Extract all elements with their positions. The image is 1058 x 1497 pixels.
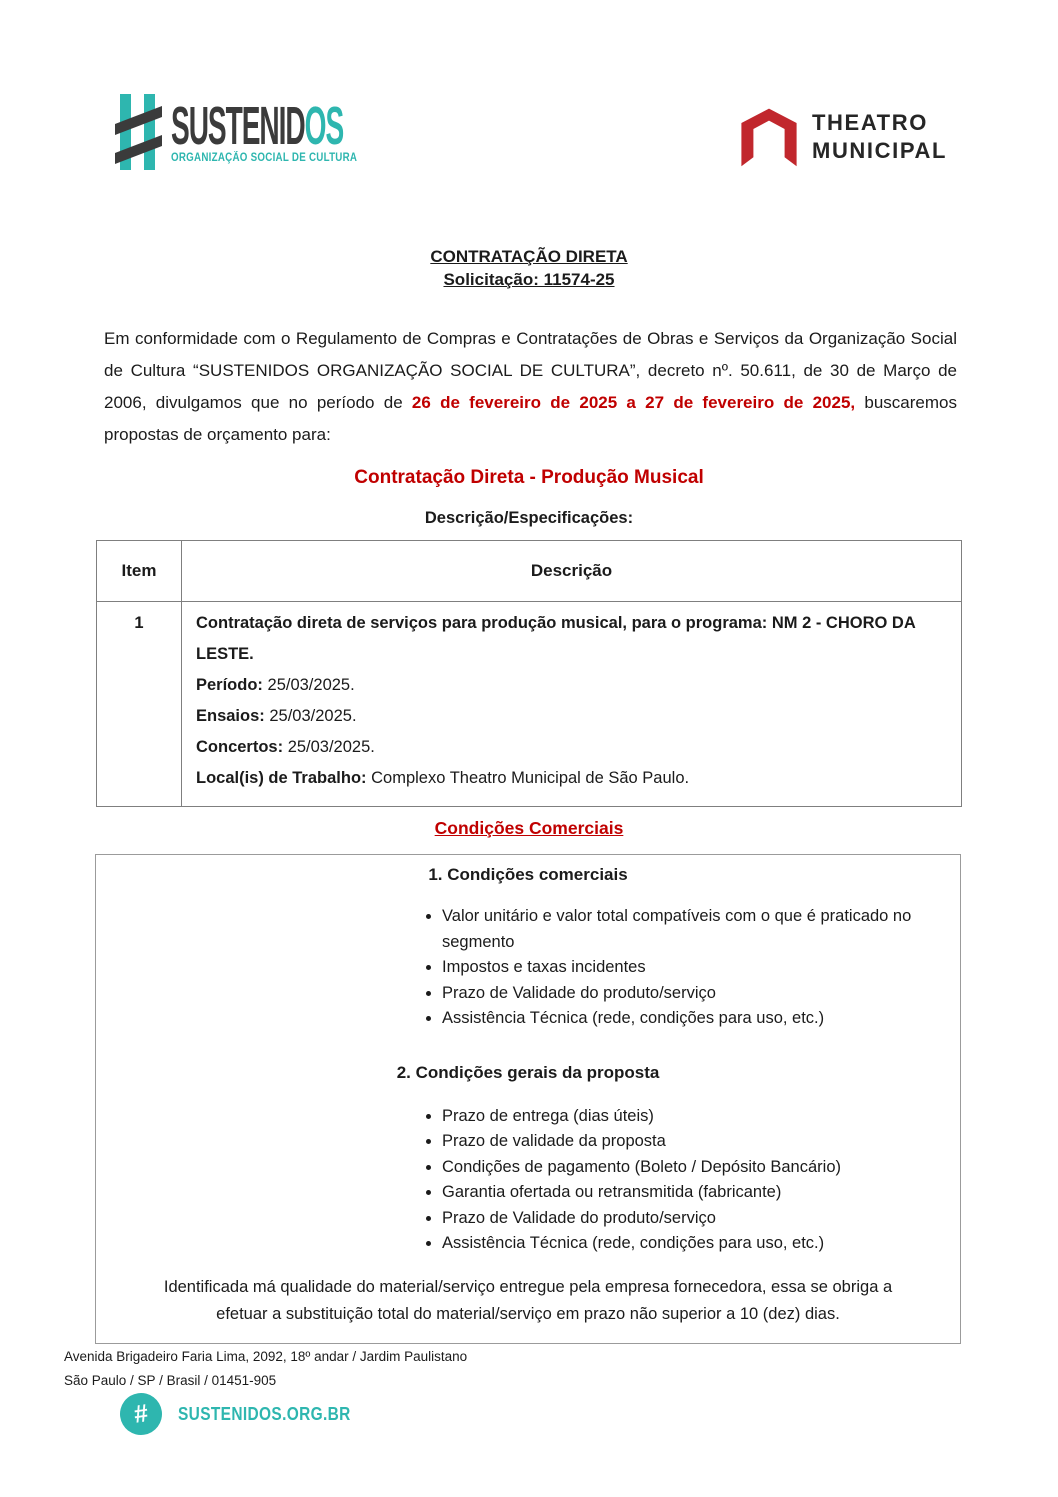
list-item: • Prazo de Validade do produto/serviço [442, 981, 956, 1007]
spec-table [96, 540, 962, 807]
section-title: Contratação Direta - Produção Musical [354, 467, 704, 488]
spec-table-header-descricao: Descrição [182, 541, 962, 602]
list-item: • Prazo de Validade do produto/serviço [442, 1206, 956, 1232]
document-title-line1: CONTRATAÇÃO DIRETA [430, 247, 628, 266]
list-item: • Garantia ofertada ou retransmitida (fabricante) [442, 1180, 956, 1206]
footer-site-text: SUSTENIDOS.ORG.BR [178, 1403, 351, 1424]
spec-item-number: 1 [97, 602, 182, 807]
spec-detail-local: Local(is) de Trabalho: Complexo Theatro Municipal de São Paulo. [196, 769, 690, 787]
sustenidos-logo-tagline: ORGANIZAÇÃO SOCIAL DE CULTURA [171, 152, 358, 164]
spec-detail-concertos: Concertos: 25/03/2025. [196, 738, 375, 756]
spec-detail-ensaios: Ensaios: 25/03/2025. [196, 707, 357, 725]
sustenidos-logo [115, 93, 502, 171]
conditions-title: Condições Comerciais [434, 818, 624, 838]
footer-brand [120, 1393, 379, 1435]
theatro-logo-wordmark: THEATRO MUNICIPAL [812, 110, 947, 163]
theatro-municipal-logo [739, 106, 947, 170]
document-title [0, 245, 1058, 291]
spec-label: Descrição/Especificações: [424, 509, 634, 527]
list-item: • Assistência Técnica (rede, condições para uso, etc.) [442, 1231, 956, 1257]
footer-address-line1: Avenida Brigadeiro Faria Lima, 2092, 18º andar / Jardim Paulistano [64, 1349, 468, 1364]
footer-address [64, 1345, 467, 1393]
conditions-box [95, 854, 961, 1344]
list-item: • Impostos e taxas incidentes [442, 955, 956, 981]
conditions-section1-list [416, 904, 956, 1032]
header-logos [115, 93, 947, 171]
conditions-section1-heading: 1. Condições comerciais [428, 865, 628, 884]
list-item: • Condições de pagamento (Boleto / Depósito Bancário) [442, 1155, 956, 1181]
spec-item-description [182, 602, 962, 807]
list-item: • Prazo de validade da proposta [442, 1129, 956, 1155]
spec-description-main: Contratação direta de serviços para produção musical, para o programa: NM 2 - CHORO DA LESTE. [196, 614, 916, 663]
spec-table-header-row [97, 541, 962, 602]
spec-table-row [97, 602, 962, 807]
spec-detail-periodo: Período: 25/03/2025. [196, 676, 355, 694]
theatro-portal-icon [739, 106, 799, 170]
intro-date-range: 26 de fevereiro de 2025 a 27 de fevereiro de 2025, [411, 393, 856, 412]
conditions-closing-note: Identificada má qualidade do material/serviço entregue pela empresa fornecedora, essa se obriga a efetuar a substituição total do material/serviço em prazo não superior a 10 (dez) dias. [163, 1277, 893, 1323]
conditions-section2-heading: 2. Condições gerais da proposta [396, 1062, 660, 1082]
sustenidos-hash-badge-icon: # [117, 1390, 164, 1437]
conditions-section2-list [416, 1104, 956, 1257]
list-item: • Prazo de entrega (dias úteis) [442, 1104, 956, 1130]
sustenidos-logo-wordmark: SUSTENIDOS [171, 96, 344, 156]
list-item: • Assistência Técnica (rede, condições para uso, etc.) [442, 1006, 956, 1032]
spec-table-header-item: Item [97, 541, 182, 602]
footer-address-line2: São Paulo / SP / Brasil / 01451-905 [64, 1373, 277, 1388]
list-item: • Valor unitário e valor total compatíveis com o que é praticado no segmento [442, 904, 956, 955]
sustenidos-hash-icon [115, 93, 163, 171]
document-title-line2: Solicitação: 11574-25 [443, 270, 615, 289]
intro-paragraph: Em conformidade com o Regulamento de Compras e Contratações de Obras e Serviços da Organização Social de Cultura “SUSTENIDOS ORGANIZAÇÃO SOCIAL DE CULTURA”, decreto nº. 50.611, de 30 de Março de 2006, divulgamos que no período de 26 de fevereiro de 2025 a 27 de fevereiro de 2025, buscaremos propostas de orçamento para: [104, 329, 957, 444]
